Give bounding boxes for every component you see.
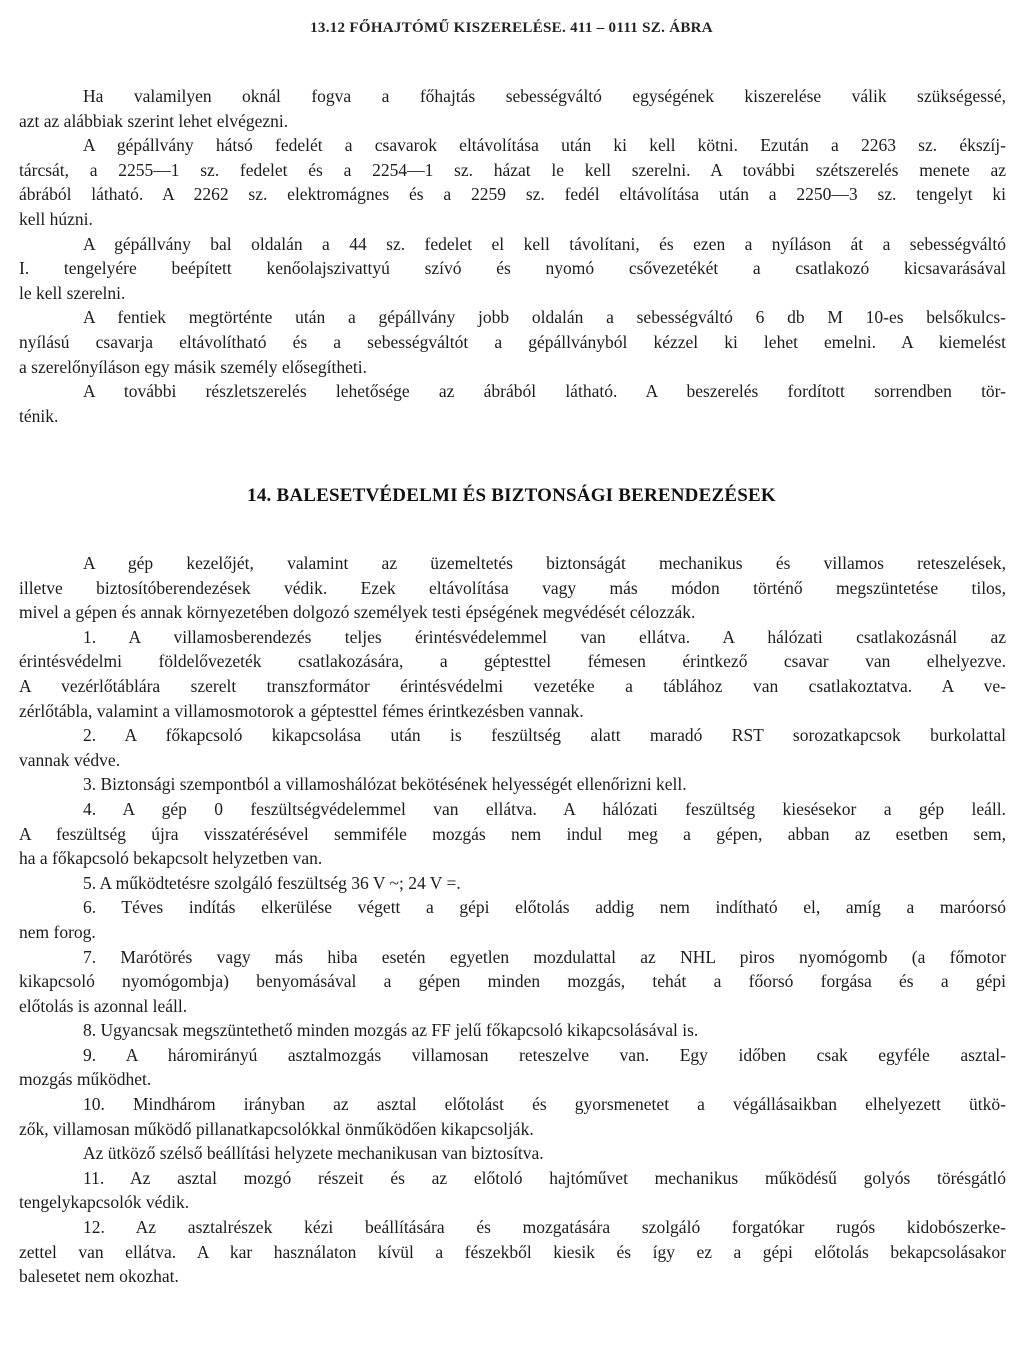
section-14-body xyxy=(19,551,1006,1289)
text-line: 11. Az asztal mozgó részeit és az előtoló hajtóművet mechanikus működésű golyós törésgátló xyxy=(83,1167,1006,1188)
text-line: A gépállvány hátsó fedelét a csavarok eltávolítása után ki kell kötni. Ezután a 2263 sz. ékszíj- xyxy=(83,135,1006,156)
section-title: 14. BALESETVÉDELMI ÉS BIZTONSÁGI BERENDEZÉSEK xyxy=(247,485,776,506)
text-line: zérlőtábla, valamint a villamosmotorok a géptesttel fémes érintkezésben vannak. xyxy=(19,700,584,721)
text-line: A gépállvány bal oldalán a 44 sz. fedelet el kell távolítani, és ezen a nyíláson át a sebességváltó xyxy=(83,233,1006,254)
list-item-3 xyxy=(19,772,1006,797)
text-line: azt az alábbiak szerint lehet elvégezni. xyxy=(19,110,289,131)
paragraph xyxy=(19,551,1006,625)
text-line: A vezérlőtáblára szerelt transzformátor érintésvédelmi vezetéke a táblához van csatlakoztatva. A ve- xyxy=(19,675,1006,696)
text-line: ha a főkapcsoló bekapcsolt helyzetben van. xyxy=(19,848,323,869)
text-line: 1. A villamosberendezés teljes érintésvédelemmel van ellátva. A hálózati csatlakozásnál az xyxy=(83,626,1006,647)
paragraph xyxy=(19,232,1006,306)
text-line: 4. A gép 0 feszültségvédelemmel van ellátva. A hálózati feszültség kiesésekor a gép leáll. xyxy=(83,798,1006,819)
text-line: előtolás is azonnal leáll. xyxy=(19,995,188,1016)
paragraph xyxy=(19,133,1006,231)
list-item-10 xyxy=(19,1092,1006,1141)
list-item-8 xyxy=(19,1018,1006,1043)
text-line: kell húzni. xyxy=(19,208,93,229)
text-line: Ha valamilyen oknál fogva a főhajtás sebességváltó egységének kiszerelése válik szükségessé, xyxy=(83,86,1006,106)
text-line: balesetet nem okozhat. xyxy=(19,1266,179,1287)
running-head: 13.12 FŐHAJTÓMŰ KISZERELÉSE. 411 – 0111 SZ. ÁBRA xyxy=(310,20,713,36)
paragraph xyxy=(19,84,1006,133)
text-line: mozgás működhet. xyxy=(19,1069,152,1090)
text-line: zettel van ellátva. A kar használaton kívül a fészekből kiesik és így ez a gépi előtolás bekapcsolásakor xyxy=(19,1241,1006,1262)
text-line: nyílású csavarja eltávolítható és a sebességváltót a gépállványból kézzel ki lehet emelni. A kiemelést xyxy=(19,331,1006,352)
text-line: I. tengelyére beépített kenőolajszivattyú szívó és nyomó csővezetékét a csatlakozó kicsavarásával xyxy=(19,258,1006,279)
text-line: 7. Marótörés vagy más hiba esetén egyetlen mozdulattal az NHL piros nyomógomb (a főmotor xyxy=(83,946,1006,967)
text-line: A további részletszerelés lehetősége az ábrából látható. A beszerelés fordított sorrendben tör- xyxy=(83,381,1006,402)
list-item-5 xyxy=(19,871,1006,896)
paragraph xyxy=(19,1141,1006,1166)
list-item-12 xyxy=(19,1215,1006,1289)
text-line: 6. Téves indítás elkerülése végett a gépi előtolás addig nem indítható el, amíg a maróorsó xyxy=(83,897,1006,918)
text-line: ténik. xyxy=(19,405,59,426)
list-item-7 xyxy=(19,945,1006,1019)
list-item-6 xyxy=(19,895,1006,944)
list-item-4 xyxy=(19,797,1006,871)
list-item-9 xyxy=(19,1043,1006,1092)
paragraph xyxy=(19,379,1006,428)
section-13-12-body xyxy=(19,84,1006,428)
text-line: ábrából látható. A 2262 sz. elektromágnes és a 2259 sz. fedél eltávolítása után a 2250—3 sz. tengelyt ki xyxy=(19,184,1006,205)
text-line: le kell szerelni. xyxy=(19,282,126,303)
text-line: a szerelőnyíláson egy másik személy elősegítheti. xyxy=(19,356,367,377)
text-line: A gép kezelőjét, valamint az üzemeltetés biztonságát mechanikus és villamos reteszelések, xyxy=(83,553,1006,573)
text-line: 5. A működtetésre szolgáló feszültség 36 V ~; 24 V =. xyxy=(83,872,461,893)
text-line: mivel a gépen és annak környezetében dolgozó személyek testi épségének megvédését célozzák. xyxy=(19,602,696,623)
text-line: 12. Az asztalrészek kézi beállítására és mozgatására szolgáló forgatókar rugós kidobószerke- xyxy=(83,1217,1006,1238)
text-line: vannak védve. xyxy=(19,749,121,770)
text-line: 8. Ugyancsak megszüntethető minden mozgás az FF jelű főkapcsoló kikapcsolásával is. xyxy=(83,1020,699,1041)
text-line: illetve biztosítóberendezések védik. Ezek eltávolítása vagy más módon történő megszüntetése tilos, xyxy=(19,577,1006,598)
list-item-11 xyxy=(19,1166,1006,1215)
text-line: tárcsát, a 2255—1 sz. fedelet és a 2254—1 sz. házat le kell szerelni. A további szétszerelés menete az xyxy=(19,159,1006,180)
text-line: 2. A főkapcsoló kikapcsolása után is feszültség alatt maradó RST sorozatkapcsok burkolattal xyxy=(83,725,1006,746)
text-line: nem forog. xyxy=(19,921,96,942)
text-line: A fentiek megtörténte után a gépállvány jobb oldalán a sebességváltó 6 db M 10-es belsőkulcs- xyxy=(83,307,1006,328)
paragraph xyxy=(19,305,1006,379)
text-line: érintésvédelmi földelővezeték csatlakozására, a géptesttel fémesen érintkező csavar van elhelyezve. xyxy=(19,651,1006,672)
list-item-2 xyxy=(19,723,1006,772)
text-line: zők, villamosan működő pillanatkapcsolókkal önműködően kikapcsolják. xyxy=(19,1118,534,1139)
text-line: 9. A háromirányú asztalmozgás villamosan reteszelve van. Egy időben csak egyféle asztal- xyxy=(83,1044,1006,1065)
text-line: Az ütköző szélső beállítási helyzete mechanikusan van biztosítva. xyxy=(83,1143,544,1164)
list-item-1 xyxy=(19,625,1006,723)
text-line: 10. Mindhárom irányban az asztal előtolást és gyorsmenetet a végállásaikban elhelyezett ütkö- xyxy=(83,1094,1006,1115)
text-line: tengelykapcsolók védik. xyxy=(19,1192,190,1213)
text-line: A feszültség újra visszatérésével semmiféle mozgás nem indul meg a gépen, abban az esetben sem, xyxy=(19,823,1006,844)
text-line: 3. Biztonsági szempontból a villamoshálózat bekötésének helyességét ellenőrizni kell. xyxy=(83,774,687,795)
text-line: kikapcsoló nyomógombja) benyomásával a gépen minden mozgás, tehát a főorsó forgása és a gépi xyxy=(19,971,1006,992)
